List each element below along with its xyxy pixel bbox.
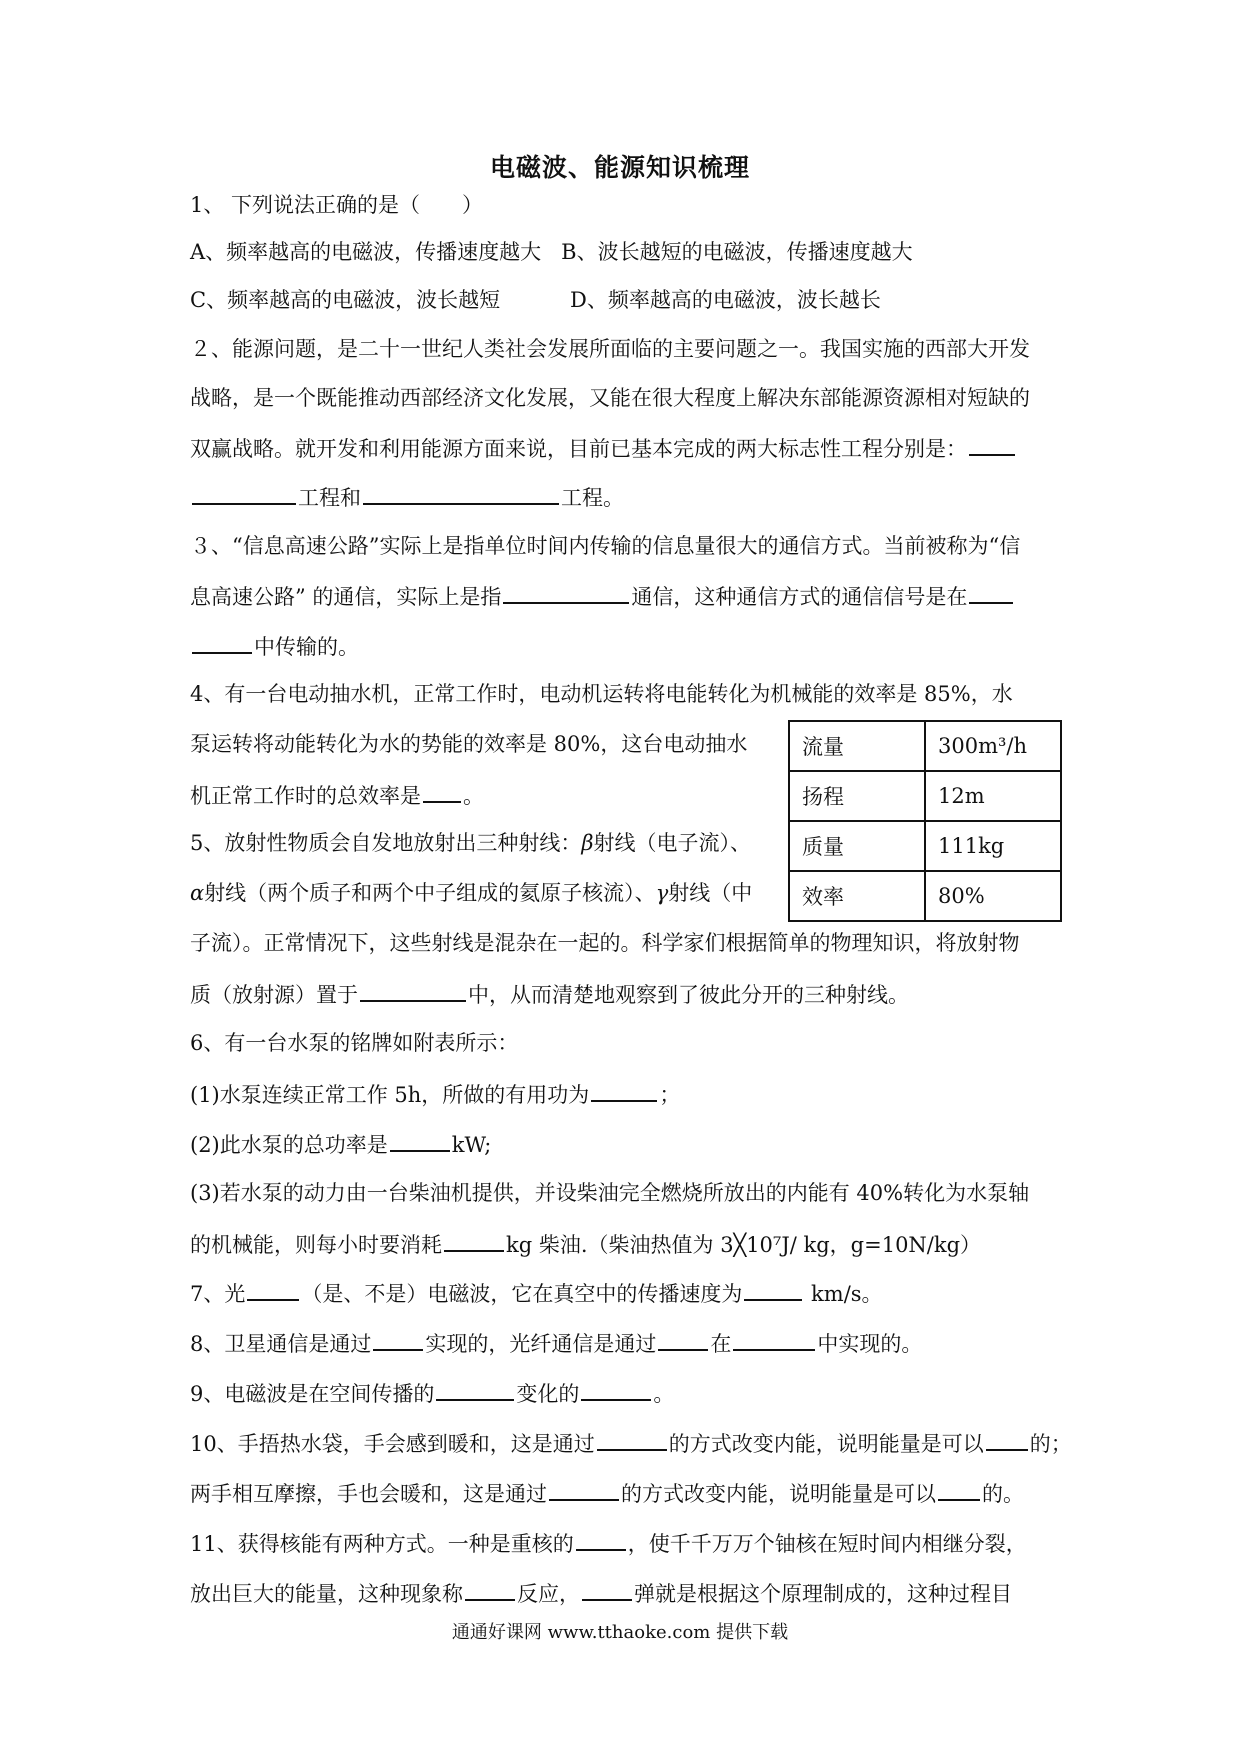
q7: [190, 1277, 883, 1309]
answer-blank: [938, 1477, 980, 1501]
table-row: [789, 721, 1061, 771]
q10-line-1-text-a: 10、手捂热水袋，手会感到暖和，这是通过: [190, 1432, 595, 1456]
spec-value: 80%: [925, 871, 1061, 921]
answer-blank: [733, 1327, 815, 1351]
q6-part-3-text-b: kg 柴油.（柴油热值为 3╳10⁷J/ kg，g=10N/kg）: [506, 1233, 982, 1257]
table-row: [789, 771, 1061, 821]
gamma-symbol: γ: [655, 881, 669, 905]
page-title: 电磁波、能源知识梳理: [489, 153, 750, 182]
spec-key: 流量: [789, 721, 925, 771]
q9: [190, 1377, 674, 1409]
q3-line-2-text-b: 通信，这种通信方式的通信信号是在: [631, 585, 968, 609]
q11-line-2: [190, 1577, 1012, 1609]
q8-text-d: 中实现的。: [817, 1332, 923, 1356]
q1-option-d: D、频率越高的电磁波，波长越长: [570, 288, 881, 312]
answer-blank: [373, 1327, 423, 1351]
q8-text-b: 实现的，光纤通信是通过: [425, 1332, 657, 1356]
q8-text-a: 8、卫星通信是通过: [190, 1332, 372, 1356]
spec-value: 111kg: [925, 821, 1061, 871]
answer-blank: [423, 779, 461, 803]
answer-blank: [969, 432, 1015, 456]
q10-line-2-text-c: 的。: [982, 1482, 1024, 1506]
q10-line-1: [190, 1427, 1072, 1459]
q6-part-1-text-b: ；: [659, 1083, 681, 1107]
beta-symbol: β: [581, 831, 594, 855]
spec-value: 12m: [925, 771, 1061, 821]
q5-line-2: [190, 878, 752, 908]
q5-line-2-text-a: 射线（两个质子和两个中子组成的氦原子核流）、: [204, 881, 656, 905]
answer-blank: [576, 1527, 626, 1551]
q10-line-2: [190, 1477, 1024, 1509]
q1-option-b: B、波长越短的电磁波，传播速度越大: [561, 240, 913, 264]
spec-value: 300m³/h: [925, 721, 1061, 771]
answer-blank: [969, 580, 1013, 604]
q1-stem: 1、 下列说法正确的是（ ）: [190, 193, 484, 217]
q5-line-1-text-a: 5、放射性物质会自发地放射出三种射线：: [190, 831, 582, 855]
spec-key: 效率: [789, 871, 925, 921]
q5-line-2-text-b: 射线（中: [668, 881, 753, 905]
answer-blank: [581, 1377, 651, 1401]
q10-line-2-text-a: 两手相互摩擦，手也会暖和，这是通过: [190, 1482, 547, 1506]
page-footer: 通通好课网 www.tthaoke.com 提供下载: [451, 1622, 789, 1643]
q10-line-1-text-b: 的方式改变内能，说明能量是可以: [668, 1432, 984, 1456]
q10-line-2-text-b: 的方式改变内能，说明能量是可以: [621, 1482, 936, 1506]
q8-text-c: 在: [710, 1332, 732, 1356]
q2-line-4-text-a: 工程和: [298, 486, 361, 510]
q7-text-c: km/s。: [804, 1282, 883, 1306]
q3-line-2-text-a: 息高速公路” 的通信，实际上是指: [190, 585, 502, 609]
q3-line-2: [190, 580, 1015, 612]
table-row: [789, 871, 1061, 921]
alpha-symbol: α: [190, 881, 205, 905]
answer-blank: [436, 1377, 514, 1401]
q1-options-cd: [190, 285, 881, 315]
q4-line-3: [190, 779, 484, 811]
q11-line-2-text-b: 反应，: [517, 1582, 580, 1606]
q6-part-2-text-a: (2)此水泵的总功率是: [190, 1133, 388, 1157]
answer-blank: [549, 1477, 619, 1501]
q9-text-a: 9、电磁波是在空间传播的: [190, 1382, 435, 1406]
q2-line-1: ２、能源问题，是二十一世纪人类社会发展所面临的主要问题之一。我国实施的西部大开发: [190, 337, 1030, 361]
q5-line-4-text-b: 中，从而清楚地观察到了彼此分开的三种射线。: [468, 983, 909, 1007]
q9-text-c: 。: [653, 1382, 675, 1406]
answer-blank: [192, 630, 252, 654]
answer-blank: [582, 1577, 632, 1601]
q11-line-1-text-b: ，使千千万万个铀核在短时间内相继分裂，: [627, 1532, 1027, 1556]
answer-blank: [591, 1078, 657, 1102]
q5-line-3: 子流）。正常情况下，这些射线是混杂在一起的。科学家们根据简单的物理知识，将放射物: [190, 931, 1020, 955]
answer-blank: [247, 1277, 299, 1301]
answer-blank: [597, 1427, 667, 1451]
q6-part-3-text-a: 的机械能，则每小时要消耗: [190, 1233, 442, 1257]
answer-blank: [390, 1128, 450, 1152]
q9-text-b: 变化的: [516, 1382, 580, 1406]
q11-line-2-text-a: 放出巨大的能量，这种现象称: [190, 1582, 463, 1606]
q5-line-1-text-b: 射线（电子流）、: [593, 831, 751, 855]
q2-line-3-text: 双赢战略。就开发和利用能源方面来说，目前已基本完成的两大标志性工程分别是：: [190, 437, 967, 461]
q5-line-1: [190, 828, 751, 858]
q6-part-3-line-2: [190, 1228, 981, 1260]
q5-line-4: [190, 978, 909, 1010]
answer-blank: [192, 481, 296, 505]
q3-line-1: ３、“信息高速公路”实际上是指单位时间内传输的信息量很大的通信方式。当前被称为“信: [190, 534, 1021, 558]
answer-blank: [744, 1277, 802, 1301]
q6-part-1-text-a: (1)水泵连续正常工作 5h，所做的有用功为: [190, 1083, 590, 1107]
answer-blank: [465, 1577, 515, 1601]
q5-line-4-text-a: 质（放射源）置于: [190, 983, 358, 1007]
answer-blank: [658, 1327, 708, 1351]
q8: [190, 1327, 922, 1359]
answer-blank: [363, 481, 559, 505]
q6-stem: 6、有一台水泵的铭牌如附表所示：: [190, 1031, 519, 1055]
answer-blank: [444, 1228, 504, 1252]
answer-blank: [360, 978, 466, 1002]
spec-key: 扬程: [789, 771, 925, 821]
q2-line-4: [190, 481, 624, 513]
q1-option-a: A、频率越高的电磁波，传播速度越大: [190, 240, 542, 264]
answer-blank: [503, 580, 629, 604]
q4-line-3-text-a: 机正常工作时的总效率是: [190, 784, 421, 808]
q11-line-2-text-c: 弹就是根据这个原理制成的，这种过程目: [634, 1582, 1012, 1606]
q2-line-4-text-b: 工程。: [561, 486, 624, 510]
table-row: [789, 821, 1061, 871]
q10-line-1-text-c: 的；: [1029, 1432, 1072, 1456]
q4-line-1: 4、有一台电动抽水机，正常工作时，电动机运转将电能转化为机械能的效率是 85%，水: [190, 682, 1013, 706]
q3-line-3-text: 中传输的。: [254, 635, 359, 659]
q11-line-1: [190, 1527, 1027, 1559]
q6-part-3-line-1: (3)若水泵的动力由一台柴油机提供，并设柴油完全燃烧所放出的内能有 40%转化为水泵轴: [190, 1181, 1030, 1205]
q11-line-1-text-a: 11、获得核能有两种方式。一种是重核的: [190, 1532, 574, 1556]
pump-spec-table: [788, 720, 1062, 922]
q7-text-b: （是、不是）电磁波，它在真空中的传播速度为: [301, 1282, 743, 1306]
q2-line-3: [190, 432, 1017, 464]
q6-part-2: [190, 1128, 491, 1160]
q6-part-1: [190, 1078, 680, 1110]
q7-text-a: 7、光: [190, 1282, 246, 1306]
q3-line-3: [190, 630, 359, 662]
q1-options-ab: [190, 237, 913, 267]
answer-blank: [986, 1427, 1028, 1451]
q4-line-3-text-b: 。: [463, 784, 484, 808]
q4-line-2: 泵运转将动能转化为水的势能的效率是 80%，这台电动抽水: [190, 732, 748, 756]
q2-line-2: 战略，是一个既能推动西部经济文化发展，又能在很大程度上解决东部能源资源相对短缺的: [190, 386, 1030, 410]
q6-part-2-text-b: kW;: [451, 1133, 492, 1157]
q1-option-c: C、频率越高的电磁波，波长越短: [190, 288, 501, 312]
spec-key: 质量: [789, 821, 925, 871]
